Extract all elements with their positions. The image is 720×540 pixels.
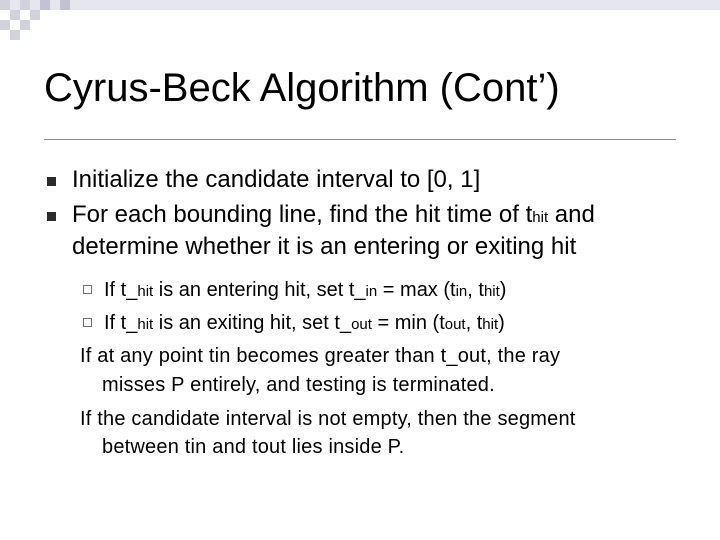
bullet-initialize: Initialize the candidate interval to [0, 1] (72, 166, 481, 193)
checkbox-bullet-icon (83, 285, 92, 294)
checkbox-bullet-icon (83, 318, 92, 327)
paragraph-inside-line2: between tin and tout lies inside P. (102, 436, 405, 458)
paragraph-terminate-line1: If at any point tin becomes greater than t_out, the ray (80, 345, 561, 367)
bullet-marker (47, 212, 56, 221)
title-divider (44, 139, 676, 140)
subbullet-exiting: If t_hit is an exiting hit, set t_out = min (tout, thit) (104, 312, 505, 334)
bullet-marker (47, 177, 56, 186)
paragraph-inside-line1: If the candidate interval is not empty, then the segment (80, 408, 576, 430)
bullet-each-line: For each bounding line, find the hit time of thit and (72, 201, 595, 228)
bullet-each-line-cont: determine whether it is an entering or exiting hit (72, 233, 577, 260)
subbullet-entering: If t_hit is an entering hit, set t_in = max (tin, thit) (104, 279, 507, 301)
paragraph-terminate-line2: misses P entirely, and testing is terminated. (102, 374, 495, 396)
slide-title: Cyrus-Beck Algorithm (Cont’) (44, 66, 560, 110)
header-decoration (0, 0, 720, 50)
